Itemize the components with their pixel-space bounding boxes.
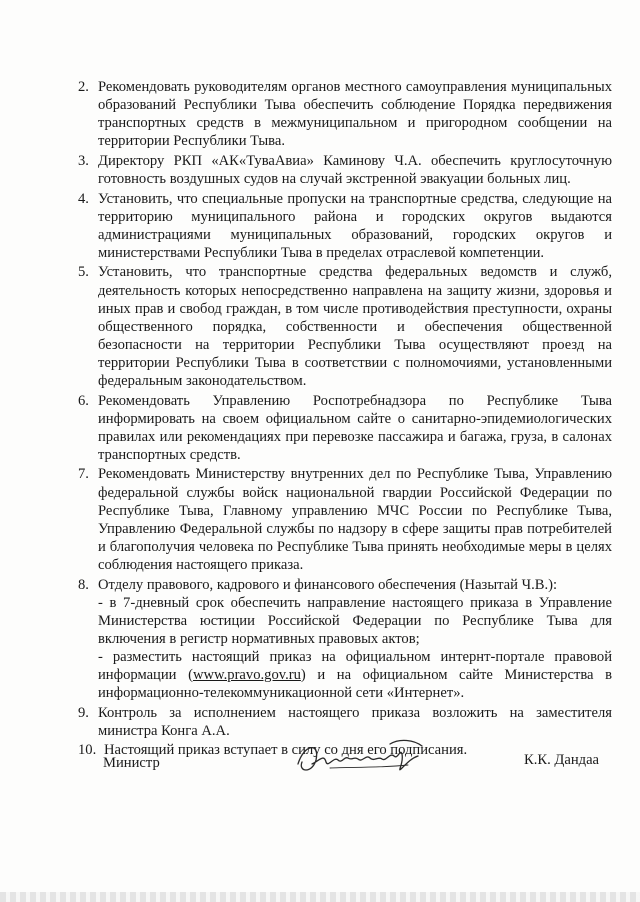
signer-title: Министр [103,755,160,771]
signature-block [0,730,640,800]
item-text: Рекомендовать Министерству внутренних дел по Республике Тыва, Управлению федеральной службы войск национальной гвардии Российской Федерации по Республике Тыва, Главному управлению МЧС России по Республике Тыва, Управлению Федеральной службы по надзору в сфере защиты прав потребителей и благополучия человека по Республике Тыва принять необходимые меры в целях соблюдения настоящего приказа. [98,466,612,573]
pravo-link[interactable]: www.pravo.gov.ru [192,667,301,683]
item-text: Отделу правового, кадрового и финансового обеспечения (Назытай Ч.В.): [98,576,558,593]
item-number: 6. [78,392,89,409]
list-item [78,576,612,703]
item-number: 7. [78,466,89,483]
item-text: Установить, что специальные пропуски на транспортные средства, следующие на территорию муниципального района и городских округов выдаются администрациями муниципальных образований, городских округов и министерствами Республики Тыва в пределах отраслевой компетенции. [98,190,612,261]
sub-item-text: - в 7-дневный срок обеспечить направление настоящего приказа в Управление Министерства юстиции Российской Федерации по Республике Тыва для включения в регистр нормативных правовых актов; [98,594,612,647]
item-number: 5. [78,264,89,281]
item-number: 8. [78,576,89,593]
list-item [78,392,612,464]
list-item [78,152,612,188]
item-number: 3. [78,152,89,169]
item-text: Установить, что транспортные средства федеральных ведомств и служб, деятельность которых непосредственно направлена на защиту жизни, здоровья и иных прав и свобод граждан, в том числе противодействия преступности, охраны общественного порядка, собственности и обеспечения общественной безопасности на территории Республики Тыва осуществляют проезд на территории Республики Тыва в соответствии с полномочиями, установленными федеральным законодательством. [98,264,612,389]
list-item [78,465,612,574]
item-number: 9. [78,704,89,721]
handwritten-signature [290,734,430,779]
scan-edge-artifact [0,892,640,902]
item-text: Директору РКП «АК«ТуваАвиа» Каминову Ч.А. обеспечить круглосуточную готовность воздушных судов на случай экстренной эвакуации больных лиц. [98,152,612,187]
order-list [78,78,612,761]
sub-item-text [98,648,612,702]
sub-item-text-start: - разместить настоящий приказ на официальном интернт-портале правовой информации ( [98,648,612,683]
item-text: Контроль за исполнением настоящего приказа возложить на заместителя министра Конга А.А. [98,704,612,739]
item-number: 2. [78,79,89,95]
item-number: 4. [78,190,89,207]
list-item [78,263,612,390]
item-number: 10. [78,742,97,759]
item-text: Рекомендовать руководителям органов местного самоуправления муниципальных образований Республики Тыва обеспечить соблюдение Порядка передвижения транспортных средств в межмуниципальном и пригородном сообщении на территории Республики Тыва. [98,79,612,150]
item-text: Рекомендовать Управлению Роспотребнадзора по Республике Тыва информировать на своем официальном сайте о санитарно-эпидемиологических правилах или рекомендациях при перевозке пассажира и багажа, груза, в салонах транспортных средств. [98,392,612,463]
list-item [78,78,612,150]
sub-item-text-end: ) и на официальном сайте Министерства в информационно-телекоммуникационной сети «Интернет». [98,667,612,702]
item-text: Настоящий приказ вступает в силу со дня его подписания. [104,742,468,759]
signer-name: К.К. Дандаа [524,752,600,768]
list-item [78,190,612,262]
